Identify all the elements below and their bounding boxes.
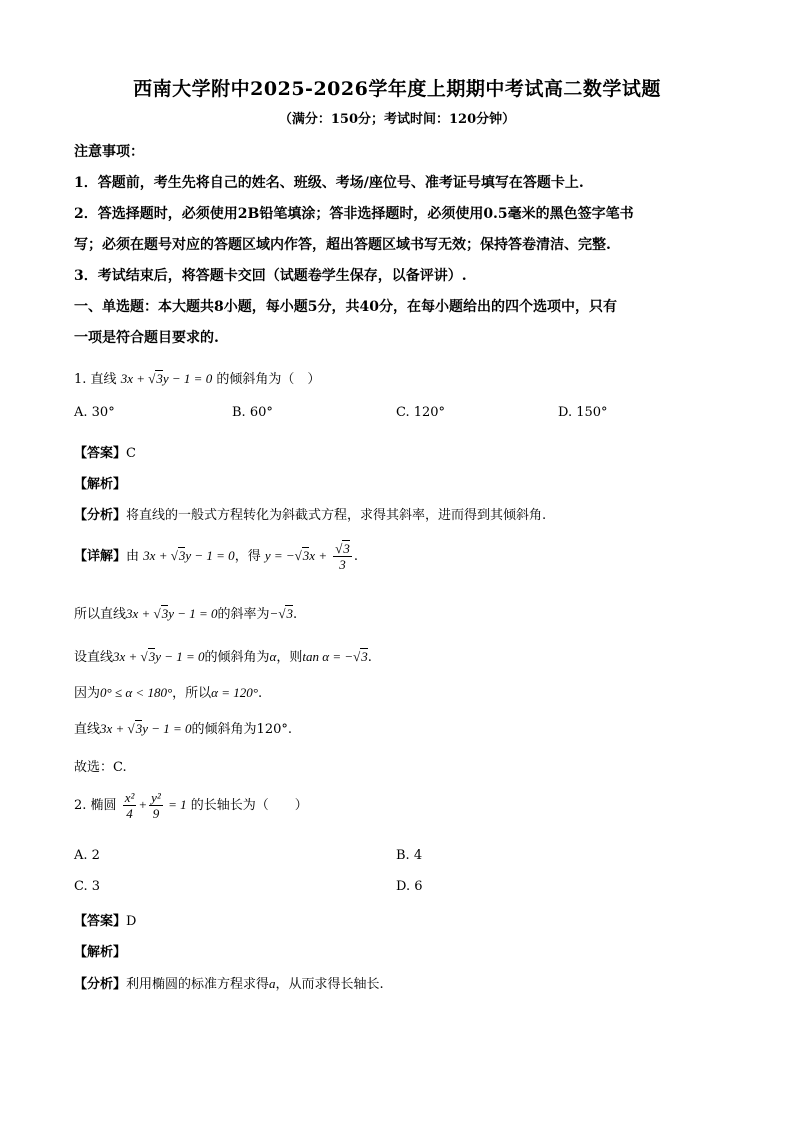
page-title: 西南大学附中2025-2026学年度上期期中考试高二数学试题 bbox=[133, 78, 661, 100]
fenxi-label: 【分析】 bbox=[74, 977, 127, 992]
detail-text-1: 由 bbox=[126, 549, 140, 564]
slope-value: −√3 bbox=[269, 606, 293, 621]
question-1-option-a: A. 30° bbox=[74, 405, 115, 420]
fenxi-text-2: ，从而求得长轴长. bbox=[275, 977, 384, 992]
tan-text-1: 设直线 bbox=[74, 650, 114, 665]
tan-text-3: ，则 bbox=[276, 650, 303, 665]
section-heading-line-1: 一、单选题：本大题共8小题，每小题5分，共40分，在每小题给出的四个选项中，只有 bbox=[74, 299, 617, 315]
tan-value: tan α = −√3 bbox=[302, 649, 368, 664]
range-text-2: ，所以 bbox=[172, 686, 212, 701]
detail-fraction: $\frac{√3}{3}$ bbox=[335, 541, 350, 572]
question-2-stem: 2. 椭圆 $\frac{\text{x²}}{4}$ + $\frac{\text{y²}}{9}$ = 1 的长轴长为（ ） bbox=[74, 790, 308, 821]
note-item-3: 3．考试结束后，将答题卡交回（试题卷学生保存，以备评讲）. bbox=[74, 268, 467, 284]
question-1-option-b: B. 60° bbox=[232, 405, 273, 420]
question-2-option-b: B. 4 bbox=[396, 848, 423, 863]
fenxi-label: 【分析】 bbox=[74, 508, 127, 523]
analysis-label: 【解析】 bbox=[74, 945, 127, 960]
detail-text-2: ，得 bbox=[234, 549, 261, 564]
answer-value: D bbox=[126, 914, 137, 929]
question-2-suffix: 的长轴长为（ ） bbox=[190, 798, 308, 813]
question-1-option-d: D. 150° bbox=[558, 405, 608, 420]
answer-label: 【答案】 bbox=[74, 446, 127, 461]
alpha-value: α = 120° bbox=[211, 685, 258, 700]
fenxi-text-1: 利用椭圆的标准方程求得 bbox=[126, 977, 270, 992]
ellipse-term-x: $\frac{\text{x²}}{4}$ bbox=[124, 790, 135, 821]
question-1-suffix: 的倾斜角为（ ） bbox=[216, 372, 321, 387]
tan-text-2: 的倾斜角为 bbox=[204, 650, 270, 665]
answer-label: 【答案】 bbox=[74, 914, 127, 929]
tan-equation: 3x + √3y − 1 = 0 bbox=[113, 649, 205, 664]
question-1-answer bbox=[74, 442, 136, 461]
detail-slope-intercept: y = −√3x + bbox=[264, 548, 328, 563]
question-2-option-a: A. 2 bbox=[74, 848, 100, 863]
slope-text-1: 所以直线 bbox=[74, 607, 127, 622]
question-1-option-c: C. 120° bbox=[396, 405, 446, 420]
detail-label: 【详解】 bbox=[74, 549, 127, 564]
question-2-prefix: 2. 椭圆 bbox=[74, 798, 117, 813]
final-text-2: 的倾斜角为 bbox=[191, 722, 257, 737]
note-item-1: 1．答题前，考生先将自己的姓名、班级、考场/座位号、准考证号填写在答题卡上. bbox=[74, 175, 584, 191]
question-1-range: 因为0° ≤ α < 180°，所以α = 120°. bbox=[74, 685, 263, 701]
note-item-2-line-1: 2．答选择题时，必须使用2B铅笔填涂；答非选择题时，必须使用0.5毫米的黑色签字笔书 bbox=[74, 206, 634, 222]
exam-info: （满分：150分；考试时间：120分钟） bbox=[278, 112, 516, 127]
analysis-label: 【解析】 bbox=[74, 477, 127, 492]
detail-equation: 3x + √3y − 1 = 0 bbox=[143, 548, 235, 563]
alpha-symbol: α bbox=[269, 649, 277, 664]
range-inequality: 0° ≤ α < 180° bbox=[100, 685, 173, 700]
question-1-slope: 所以直线3x + √3y − 1 = 0的斜率为−√3. bbox=[74, 606, 298, 622]
question-1-tan: 设直线3x + √3y − 1 = 0的倾斜角为α，则tan α = −√3. bbox=[74, 649, 372, 665]
slope-text-2: 的斜率为 bbox=[217, 607, 270, 622]
final-equation: 3x + √3y − 1 = 0 bbox=[100, 721, 192, 736]
question-2-answer bbox=[74, 910, 136, 929]
final-text-1: 直线 bbox=[74, 722, 101, 737]
fenxi-text: 将直线的一般式方程转化为斜截式方程，求得其斜率，进而得到其倾斜角. bbox=[126, 508, 547, 523]
note-item-2-line-2: 写；必须在题号对应的答题区域内作答，超出答题区域书写无效；保持答卷清洁、完整. bbox=[74, 237, 611, 253]
question-1-detail: 【详解】由 3x + √3y − 1 = 0，得 y = −√3x + $\frac{√3}{3}$ . bbox=[74, 541, 359, 572]
ellipse-term-y: $\frac{\text{y²}}{9}$ bbox=[151, 790, 161, 821]
notes-heading: 注意事项： bbox=[74, 144, 144, 160]
section-heading-line-2: 一项是符合题目要求的. bbox=[74, 330, 219, 346]
range-text-1: 因为 bbox=[74, 686, 101, 701]
final-value: 120° bbox=[256, 722, 288, 737]
question-2-fenxi bbox=[74, 973, 384, 992]
question-1-conclusion: 直线3x + √3y − 1 = 0的倾斜角为120°. bbox=[74, 721, 293, 737]
slope-equation: 3x + √3y − 1 = 0 bbox=[126, 606, 218, 621]
question-1-prefix: 1. 直线 bbox=[74, 372, 117, 387]
question-1-choose: 故选：C. bbox=[74, 760, 127, 775]
question-1-equation: 3x + √3y − 1 = 0 bbox=[120, 371, 213, 386]
fenxi-variable: a bbox=[269, 976, 276, 991]
question-2-option-c: C. 3 bbox=[74, 879, 101, 894]
answer-value: C bbox=[126, 446, 136, 461]
question-1-stem bbox=[74, 368, 320, 387]
question-1-fenxi bbox=[74, 504, 546, 523]
question-2-option-d: D. 6 bbox=[396, 879, 423, 894]
